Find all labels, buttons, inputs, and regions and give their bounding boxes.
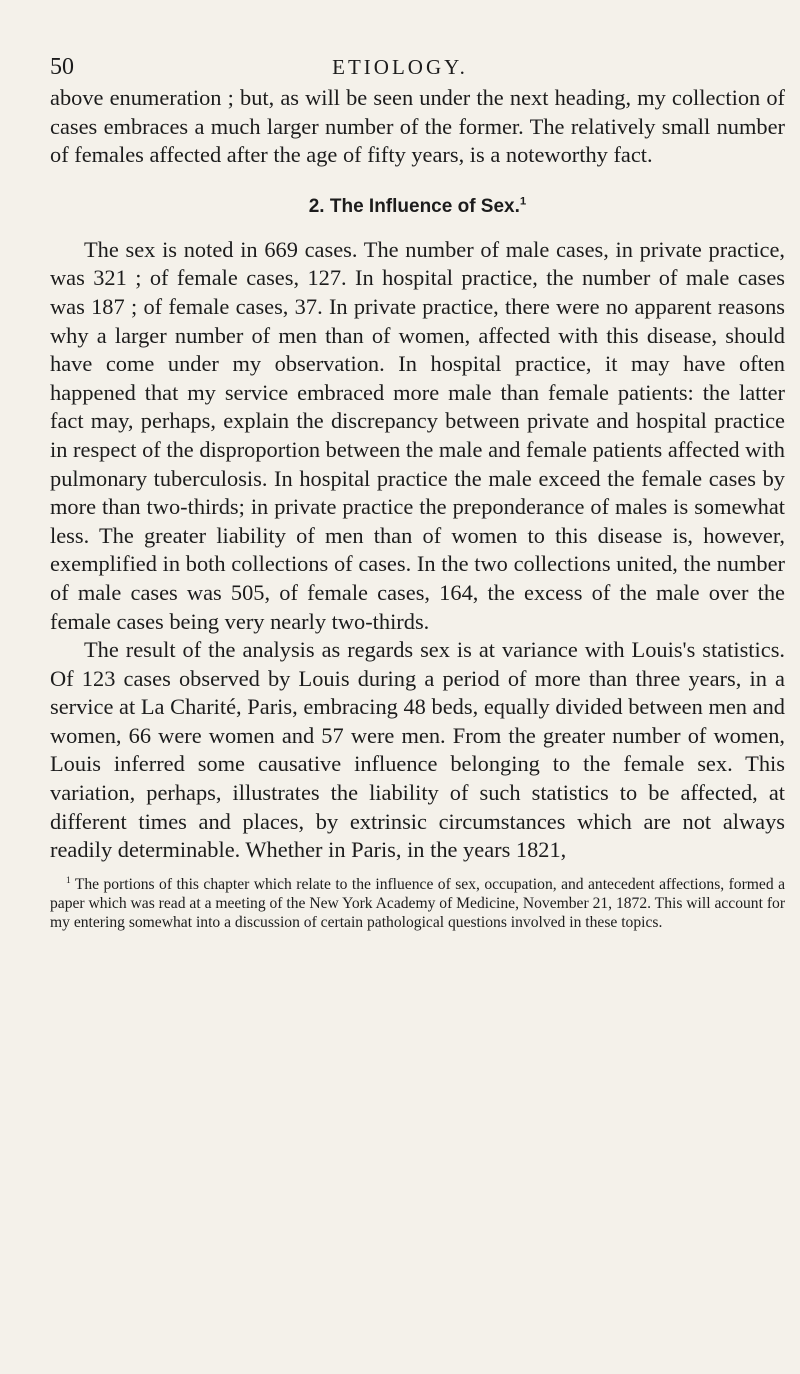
body-text xyxy=(50,84,785,933)
footnote-text: The portions of this chapter which relate to the influence of sex, occupation, and antecedent affections, formed a paper which was read at a meeting of the New York Academy of Medicine, November 21, 1872. This will account for my entering somewhat into a discussion of certain pathological questions involved in these topics. xyxy=(50,875,786,932)
page-number: 50 xyxy=(50,54,74,80)
paragraph-louis-statistics: The result of the analysis as regards sex is at variance with Louis's statistics. Of 123 cases observed by Louis during a period of more than three years, in a service at La Charité, Paris, embracing 48 beds, equally divided between men and women, 66 were women and 57 were men. From the greater number of women, Louis inferred some causative influence belonging to the female sex. This variation, perhaps, illustrates the liability of such statistics to be affected, at different times and places, by extrinsic circumstances which are not always readily determinable. Whether in Paris, in the years 1821, xyxy=(50,637,785,863)
running-head xyxy=(50,52,750,82)
section-heading xyxy=(50,194,785,220)
footnote-marker: 1 xyxy=(66,875,71,886)
section-heading-text: 2. The Influence of Sex. xyxy=(308,195,520,217)
footnotes xyxy=(50,875,785,933)
running-title: ETIOLOGY. xyxy=(332,55,468,79)
footnote-reference: 1 xyxy=(519,195,527,208)
paragraph-sex-counts: The sex is noted in 669 cases. The number of male cases, in private practice, was 321 ; of female cases, 127. In hospital practice, the number of male cases was 187 ; of female cases, 37. In private practice, there were no apparent reasons why a larger number of men than of women, affected with this disease, should have come under my observation. In hospital practice, it may have often happened that my service embraced more male than female patients: the latter fact may, perhaps, explain the discrepancy between private and hospital practice in respect of the disproportion between the male and female patients affected with pulmonary tuberculosis. In hospital practice the male exceed the female cases by more than two-thirds; in private practice the preponderance of males is somewhat less. The greater liability of men than of women to this disease is, however, exemplified in both collections of cases. In the two collections united, the number of male cases was 505, of female cases, 164, the excess of the male over the female cases being very nearly two-thirds. xyxy=(50,236,785,634)
footnote xyxy=(50,875,785,933)
continuation-paragraph: above enumeration ; but, as will be seen under the next heading, my collection of cases embraces a much larger number of the former. The relatively small number of females affected after the age of fifty years, is a noteworthy fact. xyxy=(50,85,785,168)
